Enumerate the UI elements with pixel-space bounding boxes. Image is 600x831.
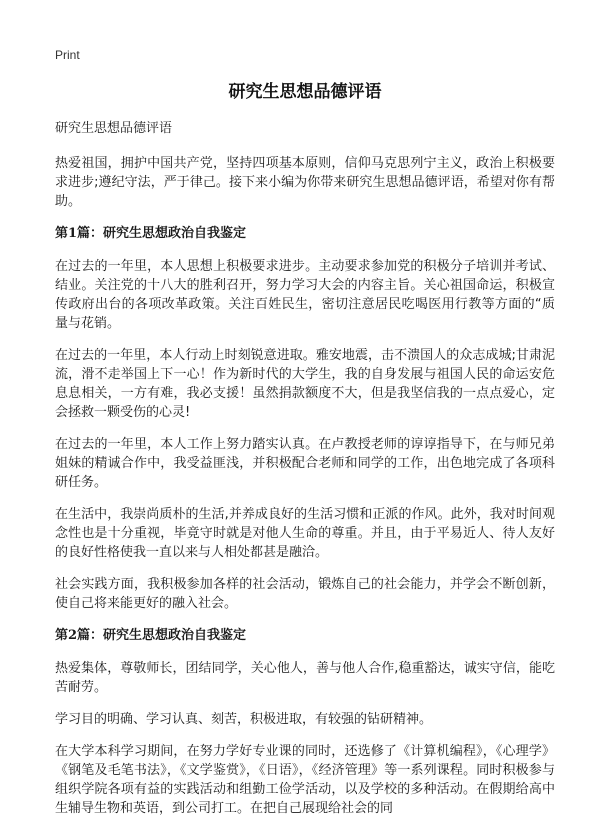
section-heading: 第1篇：研究生思想政治自我鉴定 — [55, 226, 247, 241]
document-subtitle: 研究生思想品德评语 — [55, 121, 173, 136]
document-body — [55, 78, 555, 831]
paragraph: 在过去的一年里，本人思想上积极要求进步。主动要求参加党的积极分子培训并考试、结业。关注党的十八大的胜利召开，努力学习大会的内容主旨。关心祖国命运，积极宣传政府出台的各项改革政策。关注百姓民生，密切注意居民吃喝医用行教等方面的“质量与花销。 — [55, 259, 555, 331]
section-heading: 第2篇：研究生思想政治自我鉴定 — [55, 628, 247, 643]
paragraph: 在过去的一年里，本人行动上时刻锐意进取。雅安地震，击不溃国人的众志成城;甘肃泥流，滑不走举国上下一心！作为新时代的大学生，我的自身发展与祖国人民的命运安危息息相关，一方有难，我必支援！虽然捐款额度不大，但是我坚信我的一点点爱心，定会拯救一颗受伤的心灵! — [55, 348, 555, 420]
print-link[interactable]: Print — [55, 48, 80, 62]
paragraph: 在生活中，我崇尚质朴的生活,并养成良好的生活习惯和正派的作风。此外，我对时间观念性也是十分重视，毕竟守时就是对他人生命的尊重。并且，由于平易近人、待人友好的良好性格使我一直以来与人相处都甚是融洽。 — [55, 507, 555, 560]
paragraph: 热爱集体，尊敬师长，团结同学，关心他人，善与他人合作,稳重豁达，诚实守信，能吃苦耐劳。 — [55, 661, 555, 695]
document-title: 研究生思想品德评语 — [228, 82, 382, 102]
paragraph: 社会实践方面，我积极参加各样的社会活动，锻炼自己的社会能力，并学会不断创新，使自己将来能更好的融入社会。 — [55, 577, 555, 611]
paragraph: 学习目的明确、学习认真、刻苦，积极进取，有较强的钻研精神。 — [55, 712, 433, 727]
paragraph: 在大学本科学习期间，在努力学好专业课的同时，还选修了《计算机编程》，《心理学》《钢笔及毛笔书法》，《文学鉴赏》，《日语》，《经济管理》等一系列课程。同时积极参与组织学院各项有益的实践活动和组勤工俭学活动，以及学校的多种活动。在假期给高中生辅导生物和英语，到公司打工。在把自己展现给社会的同 — [55, 744, 555, 816]
paragraph: 在过去的一年里，本人工作上努力踏实认真。在卢教授老师的谆谆指导下，在与师兄弟姐妹的精诚合作中，我受益匪浅，并积极配合老师和同学的工作，出色地完成了各项科研任务。 — [55, 437, 555, 490]
intro-paragraph: 热爱祖国，拥护中国共产党，坚持四项基本原则，信仰马克思列宁主义，政治上积极要求进步;遵纪守法，严于律己。接下来小编为你带来研究生思想品德评语，希望对你有帮助。 — [55, 156, 555, 209]
